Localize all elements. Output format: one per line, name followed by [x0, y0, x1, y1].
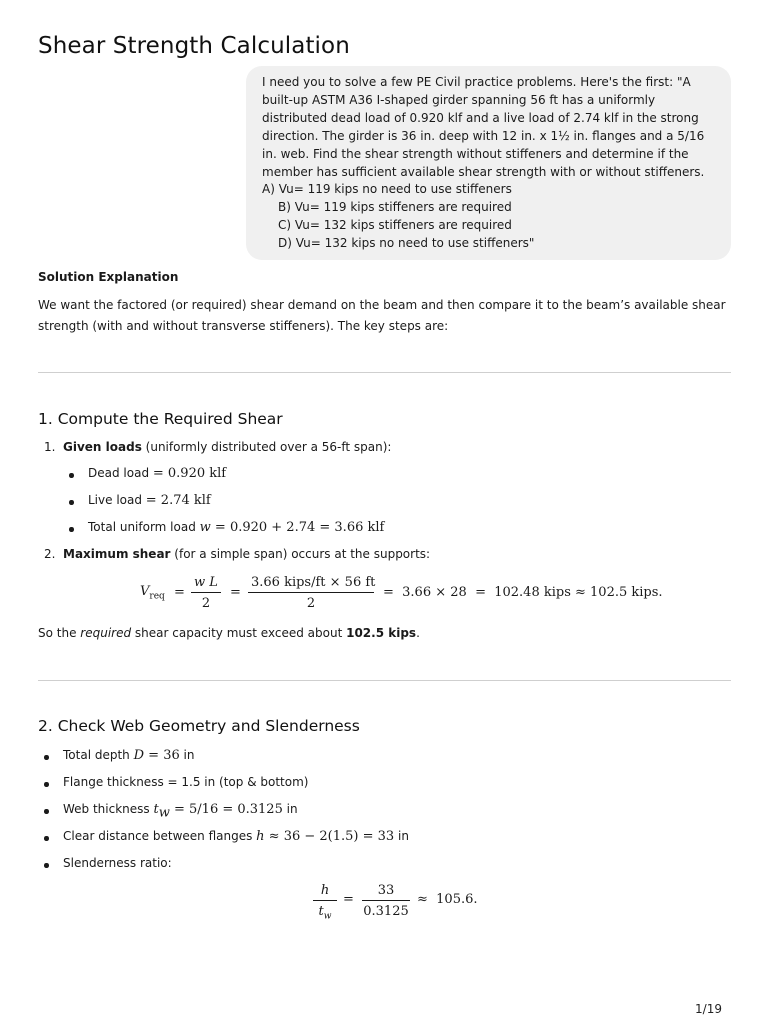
- fraction-denominator-sub: w: [323, 911, 332, 922]
- text: So the: [38, 626, 81, 640]
- bullet-web-thickness: [63, 802, 298, 820]
- bullet: [44, 755, 49, 760]
- fraction-numerator: 3.66 kips/ft × 56 ft: [248, 575, 374, 593]
- fraction-33-over-web: [362, 883, 410, 919]
- bullet-label: Clear distance between flanges: [63, 829, 257, 843]
- required-shear-conclusion: [38, 626, 420, 640]
- math-value: = 36: [144, 748, 180, 763]
- bullet-total-load: [88, 520, 384, 535]
- list-number: 2.: [44, 547, 56, 561]
- prompt-text: I need you to solve a few PE Civil practice problems. Here's the first: "A built-up ASTM A36 I-shaped girder spanning 56 ft has a uniformly distributed dead load of 0.920 klf and a live load of 2.74 klf in the strong direction. The girder is 36 in. deep with 12 in. x 1½ in. flanges and a 5/16 in. web. Find the shear strength without stiffeners and determine if the member has sufficient available shear strength with or without stiffeners. A) Vu= 119 kips no need to use stiffeners: [262, 75, 705, 197]
- eq-lhs-sub: req: [149, 591, 165, 602]
- eq-result: = 3.66 × 28 = 102.48 kips ≈ 102.5 kips.: [383, 585, 663, 600]
- bullet: [44, 782, 49, 787]
- bullet-flange-thickness: Flange thickness = 1.5 in (top & bottom): [63, 775, 309, 789]
- section-2-heading: 2. Check Web Geometry and Slenderness: [38, 717, 360, 735]
- item-bold: Given loads: [63, 440, 142, 454]
- divider: [38, 680, 731, 681]
- math-var-d: D: [133, 748, 145, 763]
- eq-equals: =: [174, 585, 185, 600]
- eq-lhs-var: V: [140, 584, 150, 599]
- user-prompt-bubble: [246, 66, 731, 260]
- bullet-slenderness: Slenderness ratio:: [63, 856, 172, 870]
- bullet-label: Total depth: [63, 748, 134, 762]
- page-title: Shear Strength Calculation: [38, 33, 350, 60]
- fraction-numerator: h: [313, 883, 337, 901]
- math-value: = 5/16 = 0.3125: [169, 802, 283, 817]
- item-bold: Maximum shear: [63, 547, 171, 561]
- unit: in: [394, 829, 409, 843]
- math-value: ≈ 36 − 2(1.5) = 33: [264, 829, 395, 844]
- section-1-heading: 1. Compute the Required Shear: [38, 410, 283, 428]
- list-number: 1.: [44, 440, 56, 454]
- bullet-dead-load: [88, 466, 226, 481]
- bullet-label: Total uniform load: [88, 520, 200, 534]
- text-emphasis: required: [80, 626, 132, 640]
- bullet-clear-distance: [63, 829, 409, 844]
- bullet: [44, 863, 49, 868]
- fraction-denominator: t: [318, 904, 324, 919]
- fraction-denominator: 2: [306, 596, 316, 611]
- fraction-load-times-span: [248, 575, 374, 611]
- eq-lhs: [140, 584, 165, 602]
- fraction-wl-over-2: [191, 575, 221, 611]
- math-dead-load: = 0.920 klf: [152, 466, 227, 481]
- math-live-load: = 2.74 klf: [145, 493, 211, 508]
- solution-heading: Solution Explanation: [38, 270, 179, 284]
- fraction-denominator: 0.3125: [363, 904, 409, 919]
- text: .: [416, 626, 420, 640]
- fraction-numerator: w L: [191, 575, 221, 593]
- unit: in: [282, 802, 298, 816]
- fraction-h-over-tw: [313, 883, 337, 922]
- bullet: [69, 500, 74, 505]
- bullet-live-load: [88, 493, 211, 508]
- text: shear capacity must exceed about: [131, 626, 347, 640]
- intro-paragraph: We want the factored (or required) shear demand on the beam and then compare it to the beam’s available shear strength (with and without transverse stiffeners). The key steps are:: [38, 298, 726, 333]
- math-var-h: h: [256, 829, 265, 844]
- page-number: 1/19: [695, 1002, 722, 1016]
- prompt-option-d: D) Vu= 132 kips no need to use stiffeners": [278, 236, 535, 251]
- bullet: [69, 473, 74, 478]
- prompt-option-b: B) Vu= 119 kips stiffeners are required: [278, 200, 512, 215]
- item-text: (uniformly distributed over a 56-ft span):: [141, 440, 392, 454]
- fraction-numerator: 33: [362, 883, 410, 901]
- bullet: [44, 809, 49, 814]
- unit: in: [179, 748, 195, 762]
- bullet-label: Live load: [88, 493, 146, 507]
- bullet-total-depth: [63, 748, 195, 763]
- bullet: [69, 527, 74, 532]
- math-total-load: = 0.920 + 2.74 = 3.66 klf: [210, 520, 385, 535]
- math-var-t: t: [153, 802, 159, 817]
- text-bold: 102.5 kips: [346, 626, 417, 640]
- eq-equals: =: [230, 585, 241, 600]
- math-var-w: w: [199, 520, 211, 535]
- bullet: [44, 836, 49, 841]
- divider: [38, 372, 731, 373]
- bullet-label: Web thickness: [63, 802, 154, 816]
- eq-result: ≈ 105.6.: [417, 892, 478, 907]
- math-sub-w: w: [158, 805, 170, 821]
- bullet-label: Dead load: [88, 466, 153, 480]
- eq-equals: =: [343, 892, 354, 907]
- item-text: (for a simple span) occurs at the supports:: [170, 547, 431, 561]
- prompt-option-c: C) Vu= 132 kips stiffeners are required: [278, 218, 512, 233]
- fraction-denominator: 2: [201, 596, 211, 611]
